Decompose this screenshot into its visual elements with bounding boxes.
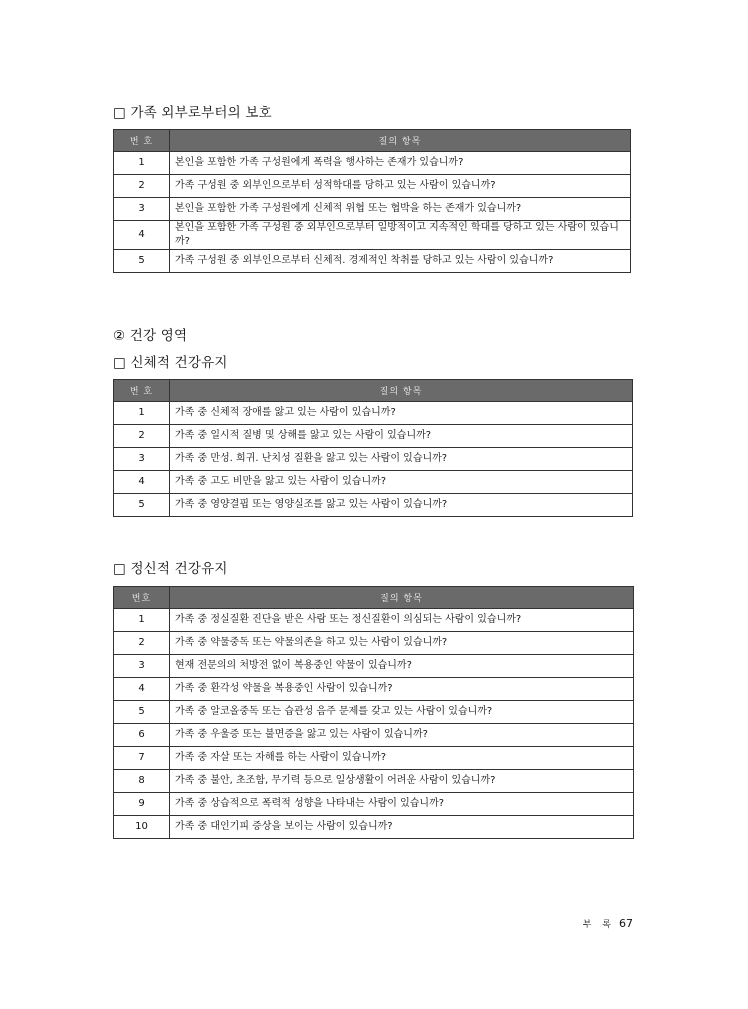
- table-physical-health: [113, 379, 633, 517]
- row-question: 본인을 포함한 가족 구성원 중 외부인으로부터 일방적이고 지속적인 학대를 당하고 있는 사람이 있습니까?: [170, 221, 631, 250]
- row-question: 가족 중 자살 또는 자해를 하는 사람이 있습니까?: [170, 747, 634, 770]
- col-header-number: 번호: [114, 587, 170, 609]
- section-heading-external-protection: □ 가족 외부로부터의 보호: [113, 105, 272, 121]
- table-row: [114, 724, 634, 747]
- table-header: [114, 380, 633, 402]
- table-row: [114, 494, 633, 517]
- row-question: 가족 구성원 중 외부인으로부터 신체적. 경제적인 착취를 당하고 있는 사람이 있습니까?: [170, 250, 631, 273]
- row-question: 가족 중 일시적 질병 및 상해를 앓고 있는 사람이 있습니까?: [170, 425, 633, 448]
- row-number: 4: [114, 678, 170, 701]
- row-number: 3: [114, 655, 170, 678]
- row-number: 5: [114, 494, 170, 517]
- table-row: [114, 678, 634, 701]
- col-header-question: 질의 항목: [170, 380, 633, 402]
- row-question: 가족 중 신체적 장애를 앓고 있는 사람이 있습니까?: [170, 402, 633, 425]
- table-row: [114, 632, 634, 655]
- table-row: [114, 793, 634, 816]
- row-number: 4: [114, 221, 170, 250]
- row-number: 5: [114, 701, 170, 724]
- table-row: [114, 747, 634, 770]
- table-row: [114, 816, 634, 839]
- row-question: 가족 중 고도 비만을 앓고 있는 사람이 있습니까?: [170, 471, 633, 494]
- table-header: [114, 130, 631, 152]
- row-number: 2: [114, 632, 170, 655]
- section-heading-physical-health: □ 신체적 건강유지: [113, 355, 228, 371]
- table-external-protection: [113, 129, 631, 273]
- table-mental-health: [113, 586, 634, 839]
- row-number: 2: [114, 175, 170, 198]
- area-heading-health: ② 건강 영역: [113, 328, 188, 344]
- row-number: 9: [114, 793, 170, 816]
- row-question: 가족 중 불안, 초조함, 무기력 등으로 일상생활이 어려운 사람이 있습니까?: [170, 770, 634, 793]
- row-question: 가족 중 상습적으로 폭력적 성향을 나타내는 사람이 있습니까?: [170, 793, 634, 816]
- row-number: 4: [114, 471, 170, 494]
- row-number: 8: [114, 770, 170, 793]
- row-question: 가족 중 알코올중독 또는 습관성 음주 문제를 갖고 있는 사람이 있습니까?: [170, 701, 634, 724]
- table-row: [114, 770, 634, 793]
- row-question: 현재 전문의의 처방전 없이 복용중인 약물이 있습니까?: [170, 655, 634, 678]
- section-heading-mental-health: □ 정신적 건강유지: [113, 561, 228, 577]
- row-question: 가족 중 만성. 희귀. 난치성 질환을 앓고 있는 사람이 있습니까?: [170, 448, 633, 471]
- row-number: 1: [114, 152, 170, 175]
- row-number: 6: [114, 724, 170, 747]
- table-row: [114, 402, 633, 425]
- row-question: 가족 중 환각성 약물을 복용중인 사람이 있습니까?: [170, 678, 634, 701]
- row-question: 가족 중 우울증 또는 불면증을 앓고 있는 사람이 있습니까?: [170, 724, 634, 747]
- row-number: 7: [114, 747, 170, 770]
- row-number: 3: [114, 448, 170, 471]
- row-number: 1: [114, 609, 170, 632]
- table-row: [114, 250, 631, 273]
- row-question: 가족 구성원 중 외부인으로부터 성적학대를 당하고 있는 사람이 있습니까?: [170, 175, 631, 198]
- row-number: 2: [114, 425, 170, 448]
- page-number: 67: [619, 917, 633, 930]
- row-question: 본인을 포함한 가족 구성원에게 폭력을 행사하는 존재가 있습니까?: [170, 152, 631, 175]
- row-number: 3: [114, 198, 170, 221]
- table-row: [114, 655, 634, 678]
- table-row: [114, 448, 633, 471]
- table-row: [114, 701, 634, 724]
- table-row: [114, 198, 631, 221]
- row-number: 10: [114, 816, 170, 839]
- table-row: [114, 609, 634, 632]
- table-header: [114, 587, 634, 609]
- col-header-question: 질의 항목: [170, 587, 634, 609]
- row-question: 가족 중 영양결핍 또는 영양실조를 앓고 있는 사람이 있습니까?: [170, 494, 633, 517]
- table-row: [114, 425, 633, 448]
- row-question: 가족 중 정실질환 진단을 받은 사람 또는 정신질환이 의심되는 사람이 있습니까?: [170, 609, 634, 632]
- col-header-number: 번 호: [114, 130, 170, 152]
- row-question: 가족 중 약물중독 또는 약물의존을 하고 있는 사람이 있습니까?: [170, 632, 634, 655]
- row-number: 1: [114, 402, 170, 425]
- row-number: 5: [114, 250, 170, 273]
- table-row: [114, 221, 631, 250]
- table-row: [114, 471, 633, 494]
- row-question: 본인을 포함한 가족 구성원에게 신체적 위협 또는 협박을 하는 존재가 있습니까?: [170, 198, 631, 221]
- footer-label: 부 록: [582, 920, 615, 930]
- table-row: [114, 152, 631, 175]
- table-row: [114, 175, 631, 198]
- col-header-question: 질의 항목: [170, 130, 631, 152]
- col-header-number: 번 호: [114, 380, 170, 402]
- page-footer: [583, 917, 633, 930]
- row-question: 가족 중 대인기피 증상을 보이는 사람이 있습니까?: [170, 816, 634, 839]
